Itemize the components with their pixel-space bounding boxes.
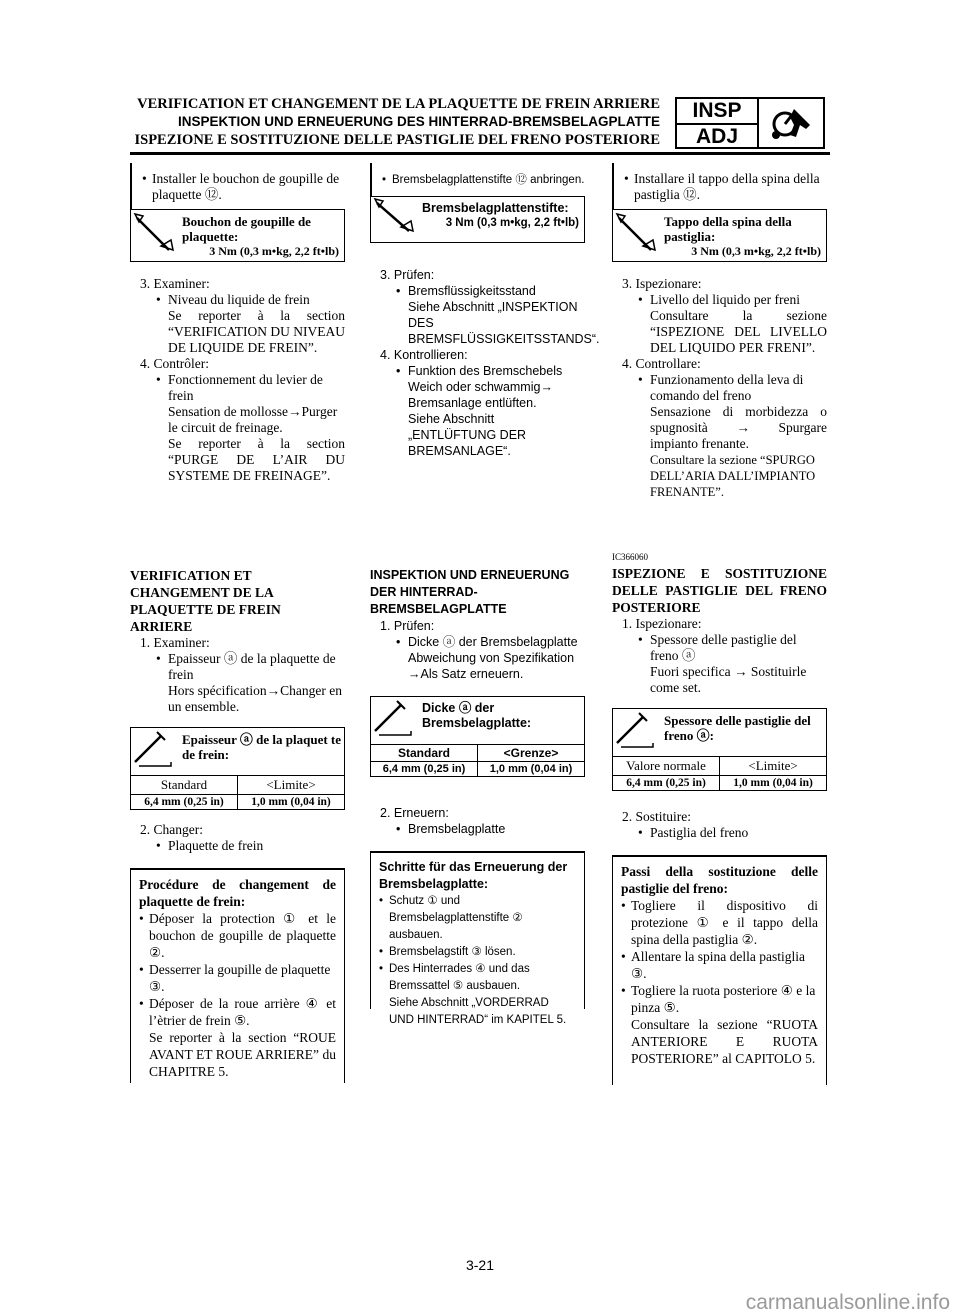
de-torque-label: Bremsbelagplattenstifte: xyxy=(422,201,569,215)
de-change-steps: 2. Erneuern: • Bremsbelagplatte xyxy=(370,805,585,837)
column-de-section xyxy=(370,567,585,1026)
column-it-section xyxy=(612,552,827,1085)
caliper-icon xyxy=(131,728,176,775)
it-section-title: ISPEZIONE E SOSTITUZIONE DELLE PASTIGLIE DEL FRENO POSTERIORE xyxy=(612,566,827,615)
de-spec-v1: 6,4 mm (0,25 in) xyxy=(371,762,478,777)
it-section-steps: 1. Ispezionare: • Spessore delle pastiglie del freno ⓐ Fuori specifica → Sostituirle come set. xyxy=(612,616,827,696)
it-p2: 2. Sostituire: xyxy=(622,809,692,824)
fr-step-3-item: Niveau du liquide de frein xyxy=(168,292,310,307)
de-step-4-item: Funktion des Bremschebels xyxy=(408,364,563,378)
page-number: 3-21 xyxy=(465,1257,495,1273)
de-steps: 3. Prüfen: • Bremsflüssigkeitsstand Siehe Abschnitt „INSPEKTION DES BREMSFLÜSSIGKEITSSTANDS“. 4. Kontrollieren: • Funktion des Bremschebels Weich oder schwammig→ Bremsanlage entlüften. Siehe Abschnitt „ENTLÜFTUNG DER BREMSANLAGE“. xyxy=(370,267,585,459)
header-title-fr: VERIFICATION ET CHANGEMENT DE LA PLAQUETTE DE FREIN ARRIERE xyxy=(137,96,660,112)
it-spec-h1: Valore normale xyxy=(613,757,720,776)
it-step-3-item: Livello del liquido per freni xyxy=(650,292,800,307)
fr-spec-v1: 6,4 mm (0,25 in) xyxy=(131,795,238,810)
de-procedure-box: Schritte für das Erneuerung der Bremsbelagplatte: • Schutz ① und Bremsbelagplattenstifte ② ausbauen. • Bremsbelagstift ③ lösen. • Des Hinterrades ④ und das Bremssattel ⑤ ausbauen. Siehe Abschnitt „VORDERRAD UND HINTERRAD“ im KAPITEL 5. xyxy=(370,851,585,1009)
de-step-4-detail: Weich oder schwammig→ Bremsanlage entlüften. xyxy=(408,380,553,410)
it-torque-label: Tappo della spina della pastiglia: xyxy=(664,214,792,244)
badge-line-adj: ADJ xyxy=(695,125,738,148)
fr-procedure-box: Procédure de changement de plaquette de frein: • Déposer la protection ① et le bouchon de goupille de plaquette ②. • Desserrer la goupille de plaquette ③. • Déposer de la roue arrière ④ et l’ètrier de frein ⑤. Se reporter à la section “ROUE AVANT ET ROUE ARRIERE” du CHAPITRE 5. xyxy=(130,868,345,1083)
de-torque-box xyxy=(370,196,585,243)
it-proc-3: Togliere la ruota posteriore ④ e la pinza ⑤. xyxy=(631,983,816,1015)
fr-spec-h1: Standard xyxy=(131,776,238,795)
it-step-4: 4. Controllare: xyxy=(622,356,701,371)
fr-proc-3-ref: Se reporter à la section “ROUE AVANT ET ROUE ARRIERE” du CHAPITRE 5. xyxy=(149,1030,336,1079)
it-p1-detail: Fuori specifica → Sostituirle come set. xyxy=(650,664,807,695)
it-install-box xyxy=(612,163,827,209)
de-proc-1: Schutz ① und Bremsbelagplattenstifte ② ausbauen. xyxy=(389,895,523,941)
fr-spec-block xyxy=(130,727,345,810)
it-step-3-ref: Consultare la sezione “ISPEZIONE DEL LIVELLO DEL LIQUIDO PER FRENI”. xyxy=(650,308,827,355)
fr-p1-item: Epaisseur ⓐ de la plaquette de frein xyxy=(168,651,336,682)
column-it xyxy=(612,163,827,500)
torque-wrench-icon xyxy=(613,210,658,261)
de-proc-2: Bremsbelagstift ③ lösen. xyxy=(389,946,516,958)
de-p1: 1. Prüfen: xyxy=(380,619,435,633)
de-spec-h1: Standard xyxy=(371,745,478,762)
it-p1: 1. Ispezionare: xyxy=(622,616,702,631)
badge-text xyxy=(677,99,759,147)
it-change-steps: 2. Sostituire: • Pastiglia del freno xyxy=(612,809,827,841)
fr-step-4: 4. Contrôler: xyxy=(140,356,209,371)
section-badge xyxy=(675,97,825,149)
de-p1-detail: Abweichung von Spezifikation →Als Satz erneuern. xyxy=(408,651,575,681)
it-proc-title: Passi della sostituzione delle pastiglie del freno: xyxy=(621,864,818,896)
fr-change-steps: 2. Changer: • Plaquette de frein xyxy=(130,822,345,854)
it-section-code: IC366060 xyxy=(612,552,648,562)
fr-section-steps: 1. Examiner: • Epaisseur ⓐ de la plaquette de frein Hors spécification→Changer en un ensemble. xyxy=(130,635,345,715)
it-step-3: 3. Ispezionare: xyxy=(622,276,702,291)
fr-p1-detail: Hors spécification→Changer en un ensemble. xyxy=(168,683,342,714)
caliper-icon xyxy=(613,709,658,756)
fr-proc-3: Déposer de la roue arrière ④ et l’ètrier de frein ⑤. xyxy=(149,996,336,1028)
fr-step-4-item: Fonctionnement du levier de frein xyxy=(168,372,323,403)
fr-spec-table xyxy=(130,775,345,810)
badge-line-insp: INSP xyxy=(677,99,757,125)
fr-install-box xyxy=(130,163,345,209)
de-step-4-ref: Siehe Abschnitt „ENTLÜFTUNG DER BREMSANLAGE“. xyxy=(408,412,527,458)
it-spec-label: Spessore delle pastiglie del freno ⓐ: xyxy=(664,713,811,743)
de-spec-h2: <Grenze> xyxy=(478,745,585,762)
de-p1-item: Dicke ⓐ der Bremsbelagplatte xyxy=(408,635,578,649)
de-step-3-item: Bremsflüssigkeitsstand xyxy=(408,284,536,298)
it-spec-block xyxy=(612,708,827,791)
it-step-4-detail: Sensazione di morbidezza o spugnosità → Spurgare impianto frenante. xyxy=(650,404,827,451)
column-de xyxy=(370,163,600,459)
caliper-icon xyxy=(371,697,416,744)
it-spec-table xyxy=(612,756,827,791)
it-procedure-box: Passi della sostituzione delle pastiglie del freno: • Togliere il dispositivo di protezione ① e il tappo della spina della pastiglia ②. • Allentare la spina della pastiglia ③. • Togliere la ruota posteriore ④ e la pinza ⑤. Consultare la sezione “RUOTA ANTERIORE E RUOTA POSTERIORE” al CAPITOLO 5. xyxy=(612,855,827,1085)
de-proc-title: Schritte für das Erneuerung der Bremsbelagplatte: xyxy=(379,860,568,891)
fr-torque-value: 3 Nm (0,3 m•kg, 2,2 ft•lb) xyxy=(209,244,339,258)
fr-p1: 1. Examiner: xyxy=(140,635,210,650)
it-torque-value: 3 Nm (0,3 m•kg, 2,2 ft•lb) xyxy=(691,244,821,258)
de-spec-v2: 1,0 mm (0,04 in) xyxy=(478,762,585,777)
de-spec-label: Dicke ⓐ der Bremsbelagplatte: xyxy=(422,701,532,730)
column-fr-section xyxy=(130,567,345,1083)
fr-spec-label: Epaisseur ⓐ de la plaquet te de frein: xyxy=(182,732,342,762)
de-install-box xyxy=(370,163,585,196)
de-step-3: 3. Prüfen: xyxy=(380,268,435,282)
watermark: carmanualsonline.info xyxy=(745,1291,950,1314)
de-torque-value: 3 Nm (0,3 m•kg, 2,2 ft•lb) xyxy=(445,217,579,229)
fr-proc-1: Déposer la protection ① et le bouchon de goupille de plaquette ②. xyxy=(149,911,336,960)
de-proc-3: Des Hinterrades ④ und das Bremssattel ⑤ ausbauen. xyxy=(389,963,530,992)
fr-spec-h2: <Limite> xyxy=(238,776,345,795)
it-install-step: • Installare il tappo della spina della pastiglia ⑫. xyxy=(624,171,820,202)
header-rule xyxy=(130,152,830,155)
column-fr xyxy=(130,163,345,484)
fr-install-step: • Installer le bouchon de goupille de plaquette ⑫. xyxy=(142,171,340,202)
fr-proc-2: Desserrer la goupille de plaquette ③. xyxy=(149,962,331,994)
fr-step-3-ref: Se reporter à la section “VERIFICATION DU NIVEAU DE LIQUIDE DE FREIN”. xyxy=(168,308,345,355)
it-steps: 3. Ispezionare: • Livello del liquido per freni Consultare la sezione “ISPEZIONE DEL LIVELLO DEL LIQUIDO PER FRENI”. 4. Controllare: • Funzionamento della leva di comando del freno Sensazione di morbidezza o spugnosità → Spurgare impianto frenante. Consultare la sezione “SPURGO DELL’ARIA DALL’IMPIANTO FRENANTE”. xyxy=(612,276,827,500)
it-proc-2: Allentare la spina della pastiglia ③. xyxy=(631,949,805,981)
de-spec-block xyxy=(370,696,585,777)
torque-wrench-icon xyxy=(131,210,176,261)
header-title-de: INSPEKTION UND ERNEUERUNG DES HINTERRAD-BREMSBELAGPLATTE xyxy=(177,114,660,129)
it-spec-h2: <Limite> xyxy=(720,757,827,776)
de-p2: 2. Erneuern: xyxy=(380,806,449,820)
fr-step-4-ref: Se reporter à la section “PURGE DE L’AIR DU SYSTEME DE FREINAGE”. xyxy=(168,436,345,483)
de-spec-table xyxy=(370,744,585,777)
it-p2-item: Pastiglia del freno xyxy=(650,825,749,840)
de-install-step: • Bremsbelagplattenstifte ⑫ anbringen. xyxy=(382,174,585,186)
fr-step-4-detail: Sensation de mollosse→Purger le circuit de freinage. xyxy=(168,404,338,435)
fr-spec-v2: 1,0 mm (0,04 in) xyxy=(238,795,345,810)
fr-step-3: 3. Examiner: xyxy=(140,276,210,291)
it-proc-3-ref: Consultare la sezione “RUOTA ANTERIORE E RUOTA POSTERIORE” al CAPITOLO 5. xyxy=(631,1017,818,1066)
de-step-3-ref: Siehe Abschnitt „INSPEKTION DES BREMSFLÜSSIGKEITSSTANDS“. xyxy=(408,300,600,346)
torque-wrench-icon xyxy=(371,197,416,242)
page-header-titles xyxy=(130,95,660,149)
de-section-steps: 1. Prüfen: • Dicke ⓐ der Bremsbelagplatte Abweichung von Spezifikation →Als Satz erneuern. xyxy=(370,618,585,682)
de-section-title: INSPEKTION UND ERNEUERUNG DER HINTERRAD-BREMSBELAGPLATTE xyxy=(370,568,570,616)
fr-torque-label: Bouchon de goupille de plaquette: xyxy=(182,214,311,244)
wrench-gauge-icon xyxy=(759,99,823,147)
it-spec-v1: 6,4 mm (0,25 in) xyxy=(613,776,720,791)
it-step-4-item: Funzionamento della leva di comando del freno xyxy=(650,372,804,403)
de-step-4: 4. Kontrollieren: xyxy=(380,348,468,362)
fr-section-title: VERIFICATION ET CHANGEMENT DE LA PLAQUETTE DE FREIN ARRIERE xyxy=(130,568,281,634)
it-step-4-ref: Consultare la sezione “SPURGO DELL’ARIA DALL’IMPIANTO FRENANTE”. xyxy=(650,453,816,499)
fr-proc-title: Procédure de changement de plaquette de frein: xyxy=(139,877,336,909)
header-title-it: ISPEZIONE E SOSTITUZIONE DELLE PASTIGLIE DEL FRENO POSTERIORE xyxy=(134,132,660,148)
fr-p2: 2. Changer: xyxy=(140,822,203,837)
it-proc-1: Togliere il dispositivo di protezione ① e il tappo della spina della pastiglia ②. xyxy=(631,898,818,947)
it-p1-item: Spessore delle pastiglie del freno ⓐ xyxy=(650,632,797,663)
it-torque-box xyxy=(612,209,827,262)
fr-p2-item: Plaquette de frein xyxy=(168,838,264,853)
de-p2-item: Bremsbelagplatte xyxy=(408,822,506,836)
fr-steps: 3. Examiner: • Niveau du liquide de frein Se reporter à la section “VERIFICATION DU NIVEAU DE LIQUIDE DE FREIN”. 4. Contrôler: • Fonctionnement du levier de frein Sensation de mollosse→Purger le circuit de freinage. Se reporter à la section “PURGE DE L’AIR DU SYSTEME DE FREINAGE”. xyxy=(130,276,345,484)
fr-torque-box xyxy=(130,209,345,262)
de-proc-3-ref: Siehe Abschnitt „VORDERRAD UND HINTERRAD“ im KAPITEL 5. xyxy=(389,997,567,1026)
it-spec-v2: 1,0 mm (0,04 in) xyxy=(720,776,827,791)
